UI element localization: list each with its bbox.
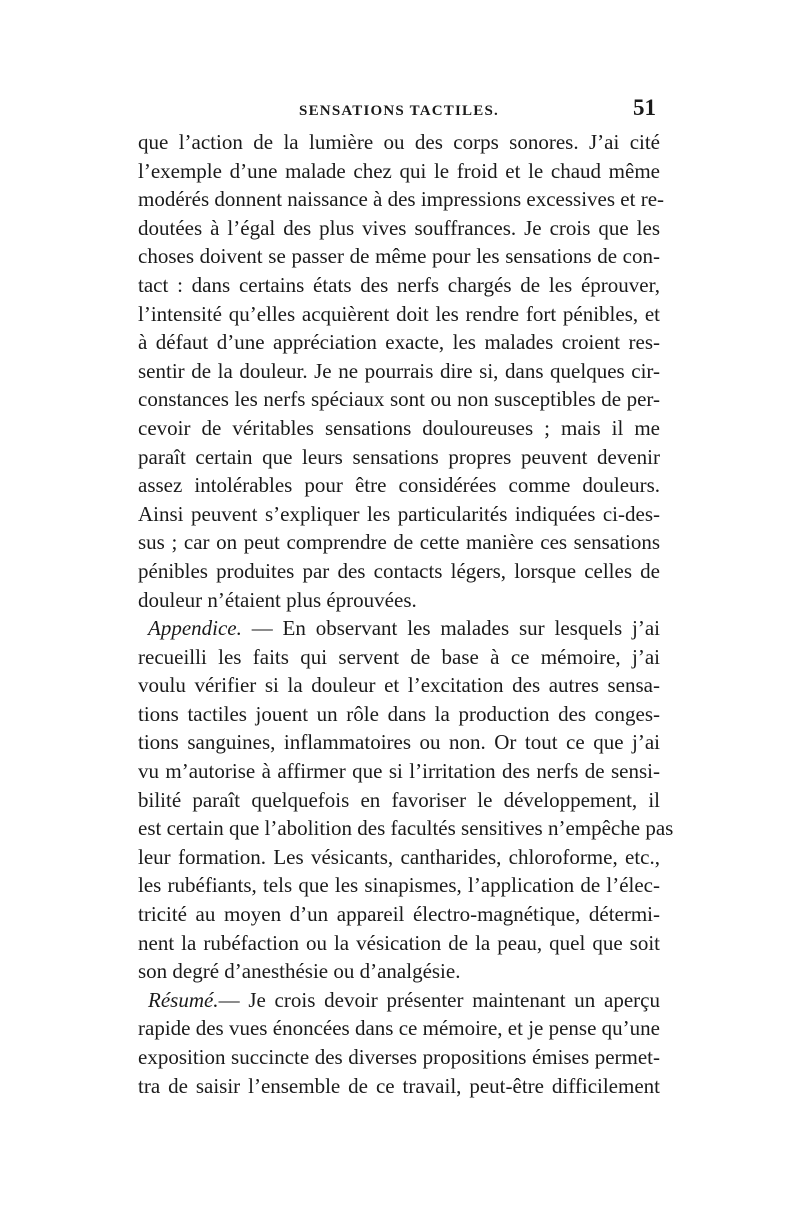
text-line: modérés donnent naissance à des impressions excessives et re- [138, 187, 665, 212]
text-line: à défaut d’une appréciation exacte, les malades croient res- [138, 330, 660, 355]
summary-heading: Résumé. [148, 987, 219, 1012]
text-line: son degré d’anesthésie ou d’analgésie. [138, 959, 461, 984]
running-head [138, 95, 660, 125]
page-number: 51 [633, 95, 656, 120]
text-line: sentir de la douleur. Je ne pourrais dire si, dans quelques cir- [138, 358, 660, 383]
text-line: vu m’autorise à affirmer que si l’irritation des nerfs de sensi- [138, 759, 660, 784]
text-line: l’intensité qu’elles acquièrent doit les rendre fort pénibles, et [138, 301, 660, 326]
summary-paragraph-start [138, 986, 660, 1015]
text-line: tact : dans certains états des nerfs chargés de les éprouver, [138, 272, 660, 297]
text-line: bilité paraît quelquefois en favoriser le développement, il [138, 787, 660, 812]
text-line: voulu vérifier si la douleur et l’excitation des autres sensa- [138, 673, 660, 698]
text-line: que l’action de la lumière ou des corps sonores. J’ai cité [138, 130, 660, 154]
running-title: SENSATIONS TACTILES. [299, 103, 499, 119]
body-text [138, 128, 674, 1100]
text-line: exposition succincte des diverses propositions émises permet- [138, 1045, 660, 1069]
text-line: constances les nerfs spéciaux sont ou non susceptibles de per- [138, 387, 660, 412]
appendix-paragraph-start [138, 614, 660, 643]
text-line: choses doivent se passer de même pour les sensations de con- [138, 244, 660, 269]
text-line: tricité au moyen d’un appareil électro-magnétique, détermi- [138, 902, 660, 927]
text-line: nent la rubéfaction ou la vésication de la peau, quel que soit [138, 930, 660, 955]
text-line: assez intolérables pour être considérées comme douleurs. [138, 473, 660, 498]
text-line: tions sanguines, inflammatoires ou non. Or tout ce que j’ai [138, 730, 660, 755]
text-line: les rubéfiants, tels que les sinapismes, l’application de l’élec- [138, 873, 660, 898]
text-line: paraît certain que leurs sensations propres peuvent devenir [138, 444, 660, 469]
text-line: cevoir de véritables sensations douloureuses ; mais il me [138, 415, 660, 440]
text-line: est certain que l’abolition des facultés sensitives n’empêche pas [138, 816, 674, 841]
text-line: douleur n’étaient plus éprouvées. [138, 587, 417, 612]
text-line: l’exemple d’une malade chez qui le froid et le chaud même [138, 158, 660, 183]
text-line: Ainsi peuvent s’expliquer les particularités indiquées ci-des- [138, 501, 660, 526]
text-line: doutées à l’égal des plus vives souffrances. Je crois que les [138, 215, 660, 240]
text-line: leur formation. Les vésicants, cantharides, chloroforme, etc., [138, 844, 660, 869]
text-line: rapide des vues énoncées dans ce mémoire, et je pense qu’une [138, 1016, 660, 1041]
appendix-heading: Appendice. [148, 616, 242, 641]
text-line: tions tactiles jouent un rôle dans la production des conges- [138, 701, 660, 726]
text-line: recueilli les faits qui servent de base à ce mémoire, j’ai [138, 644, 660, 669]
text-fragment: — Je crois devoir présenter maintenant un aperçu [218, 987, 660, 1012]
text-line: tra de saisir l’ensemble de ce travail, peut-être difficilement [138, 1073, 660, 1098]
text-line: pénibles produites par des contacts légers, lorsque celles de [138, 558, 660, 583]
text-fragment: — En observant les malades sur lesquels j’ai [241, 616, 660, 641]
text-line: sus ; car on peut comprendre de cette manière ces sensations [138, 530, 660, 555]
